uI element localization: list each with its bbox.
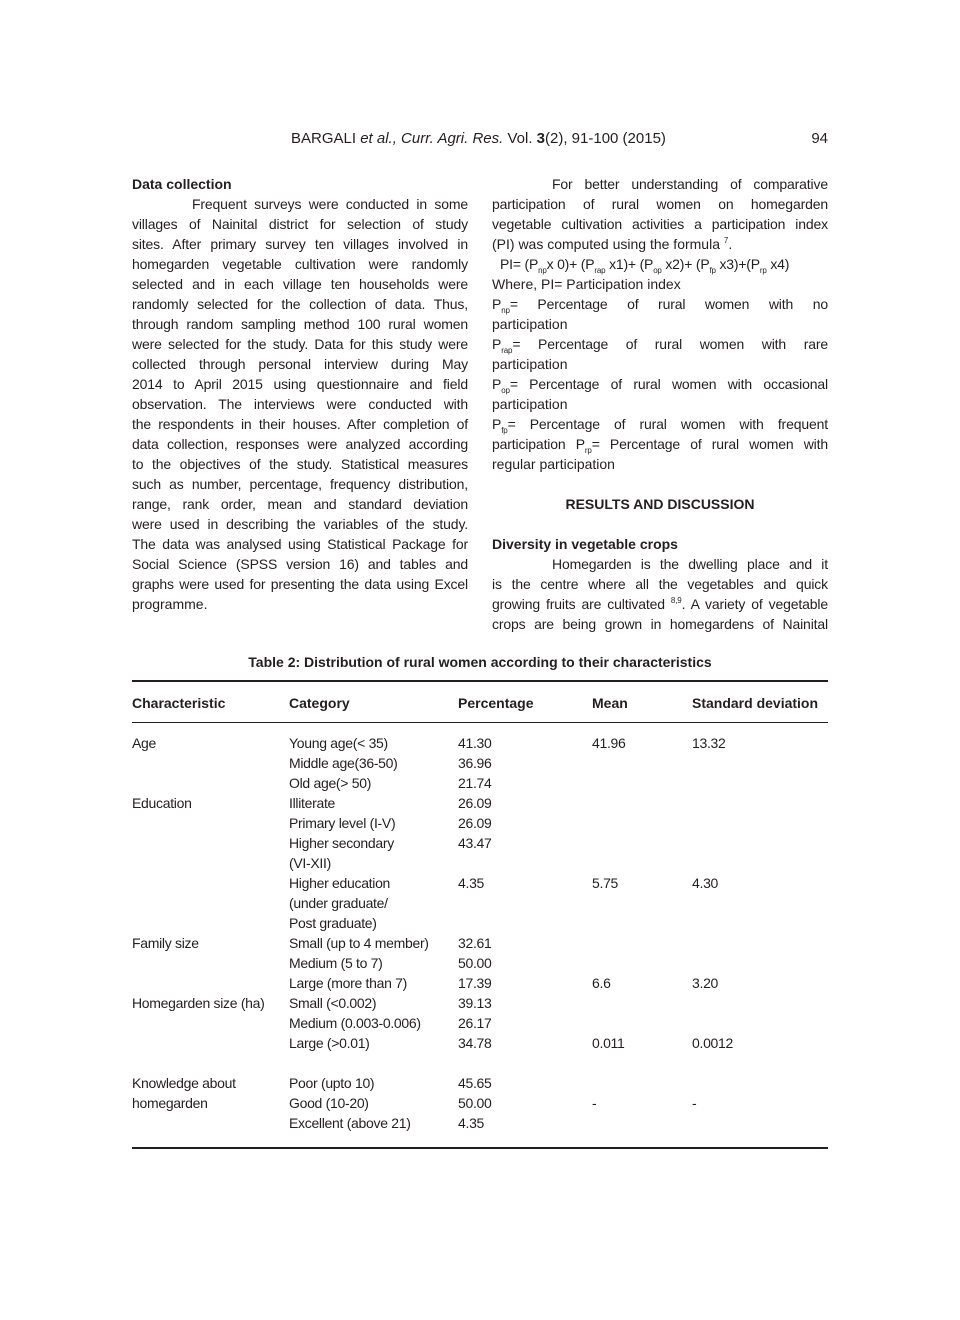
- t: = Percentage of rural women with no: [509, 296, 828, 312]
- table-cell: 45.65: [458, 1075, 492, 1091]
- f: rp: [759, 266, 767, 275]
- text-line: participation: [492, 396, 568, 412]
- table-cell: Family size: [132, 935, 199, 951]
- running-header: [132, 130, 828, 150]
- table-row: [132, 913, 828, 933]
- table-row: [132, 793, 828, 813]
- table-row: [132, 733, 828, 753]
- f: op: [653, 266, 662, 275]
- text-line: were selected for the study. Data for this study were: [132, 336, 468, 352]
- table-cell: 4.35: [458, 875, 485, 891]
- journal-name: et al., Curr. Agri. Res.: [360, 130, 504, 147]
- table-cell: 36.96: [458, 755, 492, 771]
- definition: [492, 374, 828, 394]
- right-column: [492, 174, 828, 634]
- s: rap: [501, 346, 513, 355]
- table-cell: Medium (0.003-0.006): [289, 1015, 421, 1031]
- table-cell: 41.30: [458, 735, 492, 751]
- table-cell: Poor (upto 10): [289, 1075, 375, 1091]
- section-heading: RESULTS AND DISCUSSION: [565, 496, 755, 512]
- table-row: [132, 773, 828, 793]
- text-line: Frequent surveys were conducted in some: [192, 196, 468, 212]
- table-cell: Excellent (above 21): [289, 1115, 411, 1131]
- table-cell: 0.0012: [692, 1035, 734, 1051]
- column-header: Percentage: [458, 695, 534, 711]
- text-line: Where, PI= Participation index: [492, 276, 681, 292]
- f: rap: [594, 266, 606, 275]
- f: x3)+(P: [715, 256, 760, 272]
- f: x4): [766, 256, 790, 272]
- table-row: [132, 853, 828, 873]
- column-header: Category: [289, 695, 350, 711]
- table-cell: Good (10-20): [289, 1095, 369, 1111]
- citation: [291, 130, 666, 147]
- column-header: Mean: [592, 695, 628, 711]
- text-line: participation: [492, 356, 568, 372]
- table-caption: Table 2: Distribution of rural women according to their characteristics: [248, 654, 712, 670]
- table-cell: 0.011: [592, 1035, 625, 1051]
- table-cell: Small (up to 4 member): [289, 935, 429, 951]
- text-line: such as number, percentage, frequency distribution,: [132, 476, 468, 492]
- text-line: [492, 594, 828, 614]
- table-cell: Higher education: [289, 875, 391, 891]
- text-line: randomly selected for the collection of data. Thus,: [132, 296, 468, 312]
- table-cell: Primary level (I-V): [289, 815, 396, 831]
- table-row: [132, 993, 828, 1013]
- table-row: [132, 953, 828, 973]
- f: PI= (P: [500, 256, 539, 272]
- text-line: sites. After primary survey ten villages involved in: [132, 236, 468, 252]
- t: . A variety of vegetable: [681, 596, 828, 612]
- table-cell: 34.78: [458, 1035, 492, 1051]
- table-row: [132, 1053, 828, 1073]
- table-row: [132, 873, 828, 893]
- text-line: participation of rural women on homegarden: [492, 196, 828, 212]
- t: = Percentage of rural women with frequent: [507, 416, 828, 432]
- table-cell: Medium (5 to 7): [289, 955, 383, 971]
- table-cell: Large (more than 7): [289, 975, 408, 991]
- table-cell: (VI-XII): [289, 855, 331, 871]
- table-cell: 32.61: [458, 935, 492, 951]
- text: (PI) was computed using the formula: [492, 236, 724, 252]
- table-cell: 4.30: [692, 875, 719, 891]
- table-cell: -: [692, 1095, 697, 1111]
- table-cell: Knowledge about: [132, 1075, 236, 1091]
- definition: [492, 334, 828, 354]
- table-cell: 21.74: [458, 775, 492, 791]
- table-cell: 26.09: [458, 795, 492, 811]
- text-line: is the centre where all the vegetables and quick: [492, 576, 828, 592]
- p: P: [492, 416, 502, 432]
- text-line: selected and in each village ten households were: [132, 276, 468, 292]
- volume: 3: [536, 130, 545, 147]
- table-cell: Small (<0.002): [289, 995, 377, 1011]
- characteristics-table: [132, 680, 828, 1149]
- table-cell: Education: [132, 795, 192, 811]
- text-line: [492, 234, 828, 254]
- table-row: [132, 1033, 828, 1053]
- table-body: [132, 723, 828, 1147]
- text-line: Social Science (SPSS version 16) and tables and: [132, 556, 468, 572]
- table-cell: 41.96: [592, 735, 626, 751]
- table-cell: Homegarden size (ha): [132, 995, 265, 1011]
- text-line: crops are being grown in homegardens of Nainital: [492, 616, 828, 632]
- table-row: [132, 833, 828, 853]
- p: P: [492, 336, 502, 352]
- table-row: [132, 1093, 828, 1113]
- table-cell: 50.00: [458, 955, 492, 971]
- table-cell: 4.35: [458, 1115, 485, 1131]
- text-line: through random sampling method 100 rural women: [132, 316, 468, 332]
- table-row: [132, 753, 828, 773]
- t: = Percentage of rural women with: [591, 436, 829, 452]
- table-header: [132, 682, 828, 723]
- table-row: [132, 893, 828, 913]
- text-line: For better understanding of comparative: [552, 176, 828, 192]
- s: rp: [584, 446, 592, 455]
- page-number: 94: [811, 130, 828, 147]
- table-cell: Young age(< 35): [289, 735, 388, 751]
- f: x1)+ (P: [605, 256, 654, 272]
- definition: [492, 294, 828, 314]
- issue-pages: (2), 91-100 (2015): [545, 130, 666, 147]
- s: np: [501, 306, 510, 315]
- f: x 0)+ (P: [546, 256, 595, 272]
- table-cell: -: [592, 1095, 597, 1111]
- table-cell: Large (>0.01): [289, 1035, 370, 1051]
- table-cell: 39.13: [458, 995, 492, 1011]
- table-row: [132, 1073, 828, 1093]
- column-header: Standard deviation: [692, 695, 819, 711]
- table-cell: Old age(> 50): [289, 775, 372, 791]
- text-line: programme.: [132, 596, 208, 612]
- text-line: Homegarden is the dwelling place and it: [552, 556, 828, 572]
- table-cell: 6.6: [592, 975, 611, 991]
- table-cell: 13.32: [692, 735, 726, 751]
- text-line: the respondents in their houses. After completion of: [132, 416, 468, 432]
- table-cell: (under graduate/: [289, 895, 388, 911]
- author: BARGALI: [291, 130, 357, 147]
- table-cell: Illiterate: [289, 795, 336, 811]
- table-row: [132, 973, 828, 993]
- t: = Percentage of rural women with rare: [512, 336, 828, 352]
- s: fp: [501, 426, 508, 435]
- table-cell: 43.47: [458, 835, 492, 851]
- text-line: homegarden vegetable cultivation were randomly: [132, 256, 468, 272]
- text-line: villages of Nainital district for selection of study: [132, 216, 468, 232]
- left-column: [132, 174, 468, 614]
- table-cell: 26.09: [458, 815, 492, 831]
- text-line: observation. The interviews were conducted with: [132, 396, 468, 412]
- text-line: graphs were used for presenting the data using Excel: [132, 576, 468, 592]
- table-cell: 26.17: [458, 1015, 492, 1031]
- table-row: [132, 1013, 828, 1033]
- p: P: [492, 376, 502, 392]
- p: P: [492, 296, 502, 312]
- definition: [492, 434, 828, 454]
- f: np: [538, 266, 547, 275]
- vol-label: Vol.: [503, 130, 537, 147]
- subsection-heading: Diversity in vegetable crops: [492, 536, 678, 552]
- p: participation P: [492, 436, 585, 452]
- text-line: range, rank order, mean and standard deviation: [132, 496, 468, 512]
- text-line: 2014 to April 2015 using questionnaire and field: [132, 376, 468, 392]
- f: x2)+ (P: [661, 256, 710, 272]
- table-cell: Higher secondary: [289, 835, 394, 851]
- text-line: collected through personal interview during May: [132, 356, 468, 372]
- definition: [492, 414, 828, 434]
- text-line: data collection, responses were analyzed according: [132, 436, 468, 452]
- s: op: [501, 386, 510, 395]
- table-cell: Middle age(36-50): [289, 755, 398, 771]
- table-cell: 5.75: [592, 875, 619, 891]
- table-cell: 3.20: [692, 975, 719, 991]
- column-header: Characteristic: [132, 695, 226, 711]
- text-line: The data was analysed using Statistical Package for: [132, 536, 468, 552]
- text: .: [728, 236, 733, 252]
- text-line: participation: [492, 316, 568, 332]
- table-cell: 50.00: [458, 1095, 492, 1111]
- f: fp: [709, 266, 716, 275]
- text-line: regular participation: [492, 456, 615, 472]
- formula: [492, 254, 828, 274]
- table-cell: Age: [132, 735, 157, 751]
- table-row: [132, 813, 828, 833]
- table-row: [132, 1113, 828, 1133]
- reference: 7: [723, 236, 729, 245]
- t: growing fruits are cultivated: [492, 596, 671, 612]
- text-line: vegetable cultivation activities a participation index: [492, 216, 828, 232]
- table-cell: 17.39: [458, 975, 492, 991]
- reference: 8,9: [670, 596, 682, 605]
- section-heading: Data collection: [132, 176, 232, 192]
- text-line: were used in describing the variables of the study.: [132, 516, 468, 532]
- table-row: [132, 933, 828, 953]
- table-cell: Post graduate): [289, 915, 377, 931]
- t: = Percentage of rural women with occasional: [509, 376, 828, 392]
- table-cell: homegarden: [132, 1095, 208, 1111]
- text-line: to the objectives of the study. Statistical measures: [132, 456, 468, 472]
